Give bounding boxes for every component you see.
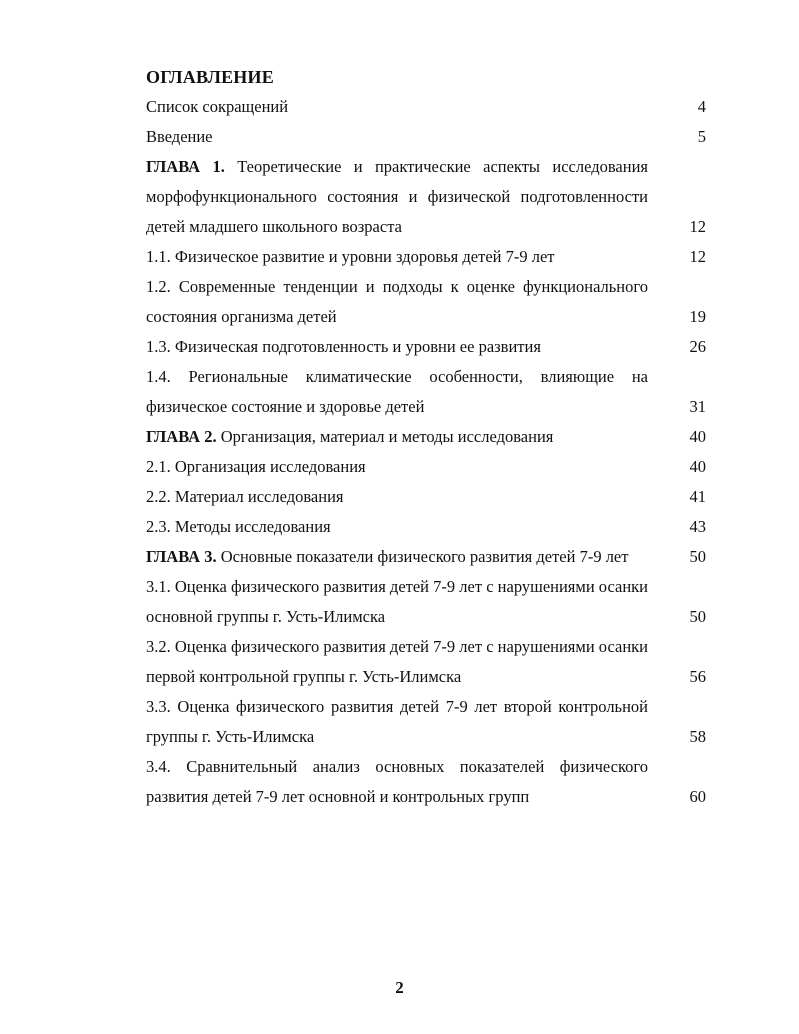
toc-entry-3-2 (146, 632, 706, 692)
toc-entry-chapter-2 (146, 422, 706, 452)
toc-entry-page: 4 (697, 97, 706, 116)
toc-entry-2-2 (146, 482, 706, 512)
toc-entry-chapter-3 (146, 542, 706, 572)
toc-entry-page: 40 (689, 457, 706, 476)
toc-entry-3-3 (146, 692, 706, 752)
toc-entry-chapter-1 (146, 152, 706, 242)
chapter-title: Организация, материал и методы исследования (220, 427, 554, 446)
toc-entry-text (146, 542, 670, 572)
toc-entry-page: 50 (689, 547, 706, 566)
chapter-title: Основные показатели физического развития детей 7-9 лет (220, 547, 629, 566)
toc-entry-2-3 (146, 512, 706, 542)
toc-entry-text (146, 422, 670, 452)
toc-entry-text: 2.2. Материал исследования (146, 487, 344, 506)
page-number: 2 (395, 978, 404, 997)
toc-entry-abbreviations (146, 92, 706, 122)
toc-entry-introduction (146, 122, 706, 152)
toc-entry-text: 1.2. Современные тенденции и подходы к оценке функционального состояния организма детей (146, 277, 648, 326)
toc-entry-text: Введение (146, 127, 213, 146)
toc-entry-text: 3.2. Оценка физического развития детей 7-9 лет с нарушениями осанки первой контрольной группы г. Усть-Илимска (146, 637, 648, 686)
toc-entry-text: 1.3. Физическая подготовленность и уровни ее развития (146, 337, 541, 356)
toc-entry-3-1 (146, 572, 706, 632)
chapter-title: Теоретические и практические аспекты исследования морфофункционального состояния и физической подготовленности детей младшего школьного возраста (146, 157, 648, 236)
toc-entry-page: 19 (689, 307, 706, 326)
toc-heading: ОГЛАВЛЕНИЕ (146, 67, 274, 87)
toc-entry-1-2 (146, 272, 706, 332)
toc-entry-text: 2.3. Методы исследования (146, 517, 331, 536)
toc-entry-1-3 (146, 332, 706, 362)
toc-entry-page: 5 (697, 127, 706, 146)
toc-entry-text: 1.1. Физическое развитие и уровни здоровья детей 7-9 лет (146, 247, 555, 266)
toc-entry-2-1 (146, 452, 706, 482)
toc-entry-page: 40 (689, 427, 706, 446)
chapter-label: ГЛАВА 1. (146, 157, 225, 176)
toc-entry-page: 41 (689, 487, 706, 506)
toc-entry-page: 31 (689, 397, 706, 416)
toc-entry-3-4 (146, 752, 706, 812)
toc-entry-text: 3.4. Сравнительный анализ основных показателей физического развития детей 7-9 лет основной и контрольных групп (146, 757, 648, 806)
toc-entry-text: 2.1. Организация исследования (146, 457, 366, 476)
chapter-label: ГЛАВА 2. (146, 427, 217, 446)
toc-entry-text (146, 152, 670, 242)
toc-entry-text: 3.1. Оценка физического развития детей 7-9 лет с нарушениями осанки основной группы г. Усть-Илимска (146, 577, 648, 626)
toc-entry-1-4 (146, 362, 706, 422)
toc-entry-page: 26 (689, 337, 706, 356)
toc-entry-page: 58 (689, 727, 706, 746)
toc-entry-page: 50 (689, 607, 706, 626)
toc-entry-page: 43 (689, 517, 706, 536)
toc-entry-page: 12 (689, 217, 706, 236)
toc-entry-text: Список сокращений (146, 97, 289, 116)
toc-entry-text: 1.4. Региональные климатические особенности, влияющие на физическое состояние и здоровье детей (146, 367, 648, 416)
chapter-label: ГЛАВА 3. (146, 547, 217, 566)
toc-entry-page: 60 (689, 787, 706, 806)
toc-entry-text: 3.3. Оценка физического развития детей 7-9 лет второй контрольной группы г. Усть-Илимска (146, 697, 648, 746)
toc-entry-page: 56 (689, 667, 706, 686)
toc-entry-page: 12 (689, 247, 706, 266)
toc-entry-1-1 (146, 242, 706, 272)
table-of-contents (146, 62, 706, 812)
